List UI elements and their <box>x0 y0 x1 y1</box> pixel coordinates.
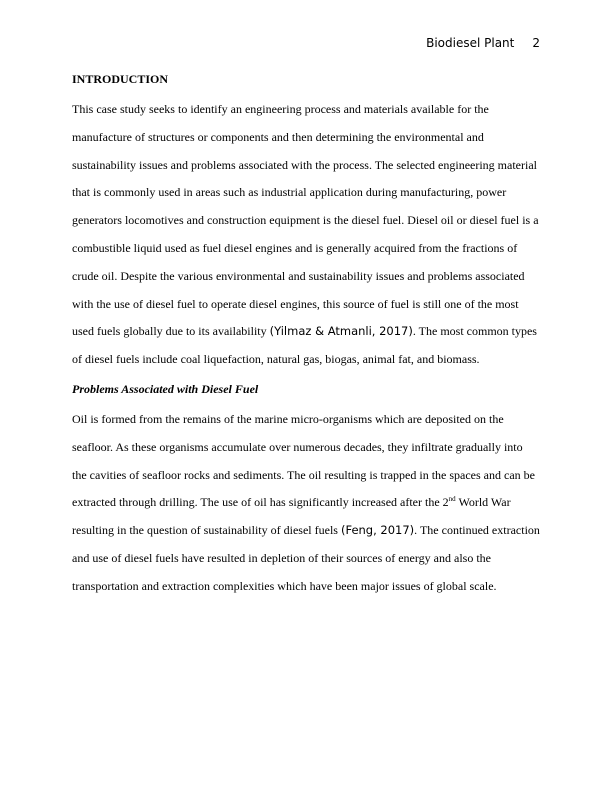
problems-paragraph <box>72 406 540 601</box>
line-text: resulting in the question of sustainability of diesel fuels <box>72 523 341 538</box>
paragraph-line <box>72 318 540 346</box>
paragraph-line: that is commonly used in areas such as industrial application during manufacturing, power <box>72 185 507 200</box>
paragraph-line: generators locomotives and construction equipment is the diesel fuel. Diesel oil or diesel fuel is a <box>72 213 539 228</box>
problems-heading: Problems Associated with Diesel Fuel <box>72 381 259 396</box>
line-text: World War <box>455 495 511 510</box>
ordinal-superscript: nd <box>448 495 456 504</box>
paragraph-line: with the use of diesel fuel to operate diesel engines, this source of fuel is still one of the most <box>72 296 519 311</box>
paragraph-line <box>72 489 540 517</box>
paragraph-line: transportation and extraction complexities which have been major issues of global scale. <box>72 578 497 593</box>
citation-yilmaz-atmanli: (Yilmaz & Atmanli, 2017) <box>269 324 413 339</box>
paragraph-line: seafloor. As these organisms accumulate over numerous decades, they infiltrate gradually into <box>72 439 523 454</box>
line-text: extracted through drilling. The use of oil has significantly increased after the 2 <box>72 495 449 510</box>
introduction-heading: INTRODUCTION <box>72 72 169 86</box>
line-text: . The most common types <box>412 324 537 339</box>
introduction-paragraph <box>72 96 540 374</box>
paragraph-line: and use of diesel fuels have resulted in depletion of their sources of energy and also the <box>72 550 491 565</box>
paragraph-line: combustible liquid used as fuel diesel engines and is generally acquired from the fractions of <box>72 240 518 255</box>
running-header-title: Biodiesel Plant <box>426 36 515 50</box>
page-number: 2 <box>532 36 540 50</box>
citation-feng: (Feng, 2017) <box>340 523 415 538</box>
paragraph-line <box>72 517 540 545</box>
paragraph-line: manufacture of structures or components and then determining the environmental and <box>72 129 484 144</box>
running-header <box>426 36 540 50</box>
line-text: used fuels globally due to its availability <box>72 324 270 339</box>
paragraph-line: Oil is formed from the remains of the marine micro-organisms which are deposited on the <box>72 411 504 426</box>
paragraph-line: This case study seeks to identify an engineering process and materials available for the <box>72 102 489 116</box>
paragraph-line: crude oil. Despite the various environmental and sustainability issues and problems associated <box>72 268 525 283</box>
paragraph-line: the cavities of seafloor rocks and sediments. The oil resulting is trapped in the spaces and can be <box>72 467 535 482</box>
paragraph-line: of diesel fuels include coal liquefaction, natural gas, biogas, animal fat, and biomass. <box>72 352 480 367</box>
paragraph-line: sustainability issues and problems associated with the process. The selected engineering material <box>72 157 537 172</box>
document-body <box>72 68 540 601</box>
line-text: . The continued extraction <box>414 523 540 538</box>
